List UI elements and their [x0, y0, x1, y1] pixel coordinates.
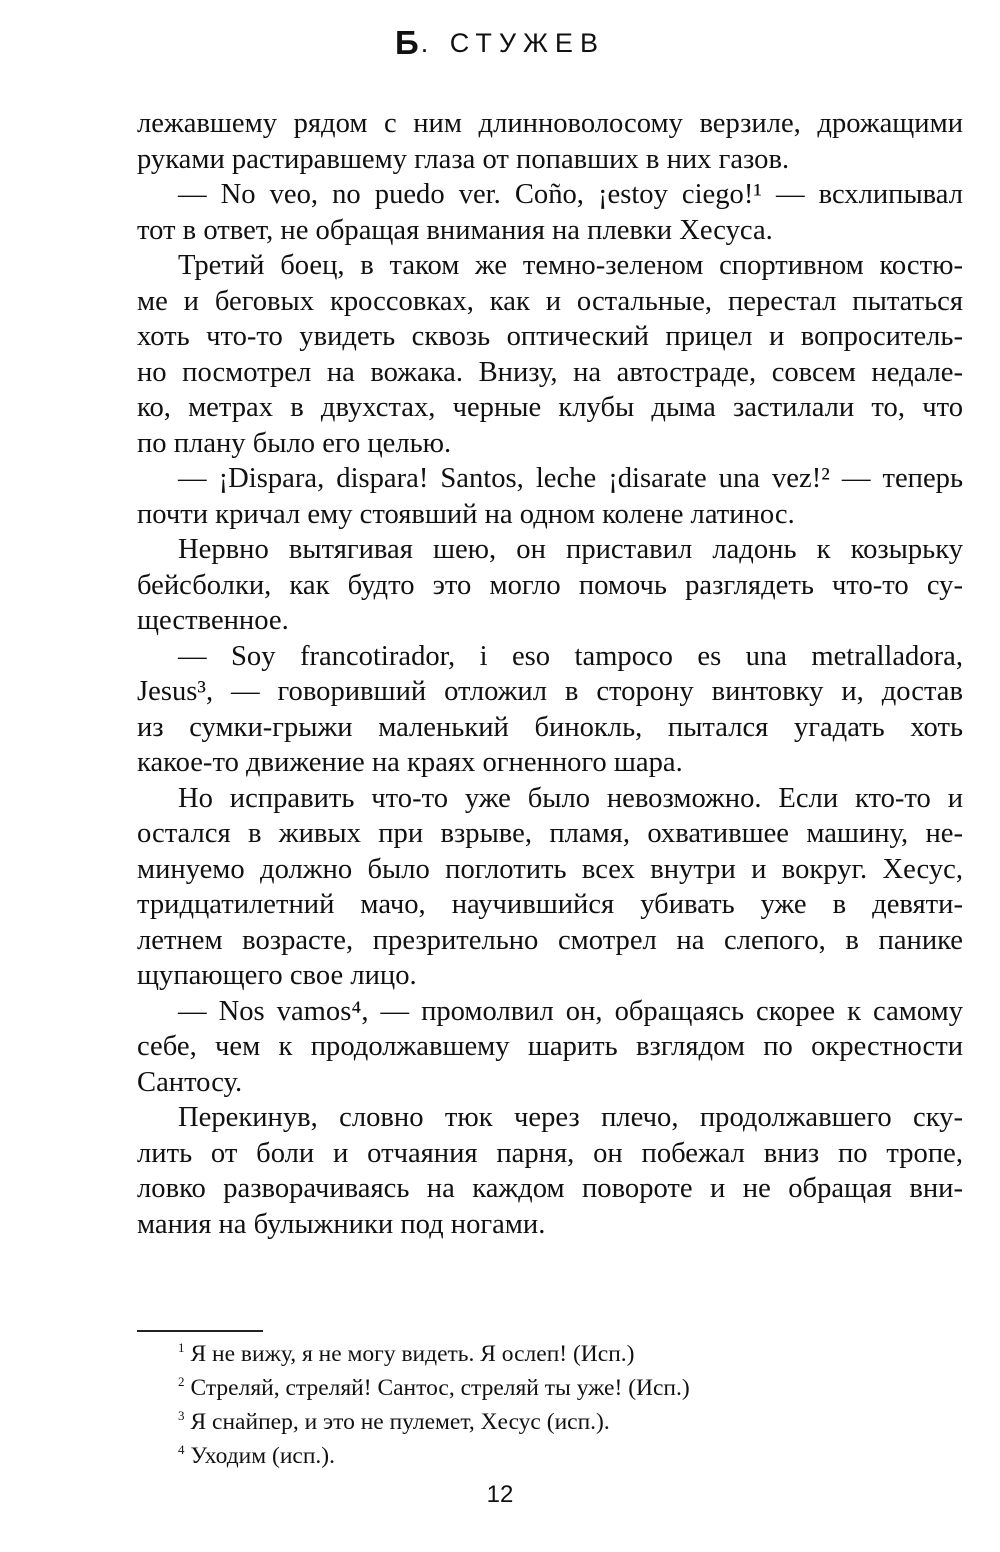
footnote-mark: 3 — [178, 1408, 185, 1423]
text-line: — No veo, no puedo ver. Coño, ¡estoy ciego!¹ — всхлипывал — [178, 179, 963, 210]
text-line: хоть что-то увидеть сквозь оптический прицел и вопроситель- — [137, 321, 963, 352]
text-line: Jesus³, — говоривший отложил в сторону винтовку и, достав — [137, 676, 963, 707]
footnote-text: Уходим (исп.). — [190, 1443, 335, 1469]
text-line: тот в ответ, не обращая внимания на плевки Хесуса. — [137, 214, 773, 246]
text-line: остался в живых при взрыве, пламя, охватившее машину, не- — [137, 818, 963, 849]
text-line: себе, чем к продолжавшему шарить взглядом по окрестности — [137, 1031, 963, 1062]
text-line: летнем возрасте, презрительно смотрел на слепого, в панике — [137, 924, 963, 956]
text-line: Третий боец, в таком же темно-зеленом спортивном костю- — [178, 250, 963, 281]
text-line: щественное. — [137, 605, 289, 636]
author-name: . СТУЖЕВ — [420, 28, 605, 58]
text-line: Перекинув, словно тюк через плечо, продолжавшего ску- — [178, 1102, 963, 1133]
running-header — [0, 22, 1000, 60]
text-line: щупающего свое лицо. — [137, 960, 417, 991]
text-line: но посмотрел на вожака. Внизу, на автостраде, совсем недале- — [137, 356, 963, 388]
text-line: ловко разворачиваясь на каждом повороте и не обращая вни- — [137, 1173, 963, 1204]
footnotes — [178, 1337, 958, 1473]
footnote — [178, 1337, 958, 1371]
footnote-text: Я не вижу, я не могу видеть. Я ослеп! (Исп.) — [190, 1341, 635, 1367]
text-line: почти кричал ему стоявший на одном колене латинос. — [137, 498, 795, 530]
footnote — [178, 1371, 958, 1405]
text-line: — Nos vamos⁴, — промолвил он, обращаясь скорее к самому — [178, 995, 963, 1027]
footnote — [178, 1439, 958, 1473]
text-line: мания на булыжники под ногами. — [137, 1208, 546, 1240]
text-line: какое-то движение на краях огненного шара. — [137, 747, 683, 778]
text-line: Нервно вытягивая шею, он приставил ладонь к козырьку — [178, 534, 963, 565]
text-line: лежавшему рядом с ним длинноволосому верзиле, дрожащими — [137, 108, 963, 139]
text-line: — ¡Dispara, dispara! Santos, leche ¡disarate una vez!² — теперь — [178, 463, 963, 494]
text-line: тридцатилетний мачо, научившийся убивать уже в девяти- — [137, 889, 963, 920]
text-line: бейсболки, как будто это могло помочь разглядеть что-то су- — [137, 569, 963, 601]
text-line: ко, метрах в двухстах, черные клубы дыма застилали то, что — [137, 392, 963, 423]
text-line: ме и беговых кроссовках, как и остальные, перестал пытаться — [137, 285, 963, 317]
author-initial: Б — [395, 24, 419, 61]
footnote-mark: 1 — [178, 1340, 185, 1355]
page-number: 12 — [486, 1481, 514, 1508]
text-line: — Soy francotirador, i eso tampoco es una metralladora, — [178, 640, 963, 672]
footnote-text: Я снайпер, и это не пулемет, Хесус (исп.). — [190, 1409, 610, 1435]
text-line: Сантосу. — [137, 1066, 243, 1098]
footnote-text: Стреляй, стреляй! Сантос, стреляй ты уже! (Исп.) — [190, 1375, 690, 1401]
footnote-mark: 2 — [178, 1374, 185, 1389]
text-line: лить от боли и отчаяния парня, он побежал вниз по тропе, — [137, 1137, 963, 1169]
main-text — [137, 106, 963, 1242]
text-line: минуемо должно было поглотить всех внутри и вокруг. Хесус, — [137, 853, 963, 885]
footnote-separator — [137, 1330, 263, 1332]
text-line: руками растиравшему глаза от попавших в них газов. — [137, 143, 790, 175]
text-line: из сумки-грыжи маленький бинокль, пытался угадать хоть — [137, 711, 963, 743]
footnote-mark: 4 — [178, 1442, 185, 1457]
footnote — [178, 1405, 958, 1439]
text-line: Но исправить что-то уже было невозможно. Если кто-то и — [178, 782, 963, 814]
text-line: по плану было его целью. — [137, 427, 452, 459]
